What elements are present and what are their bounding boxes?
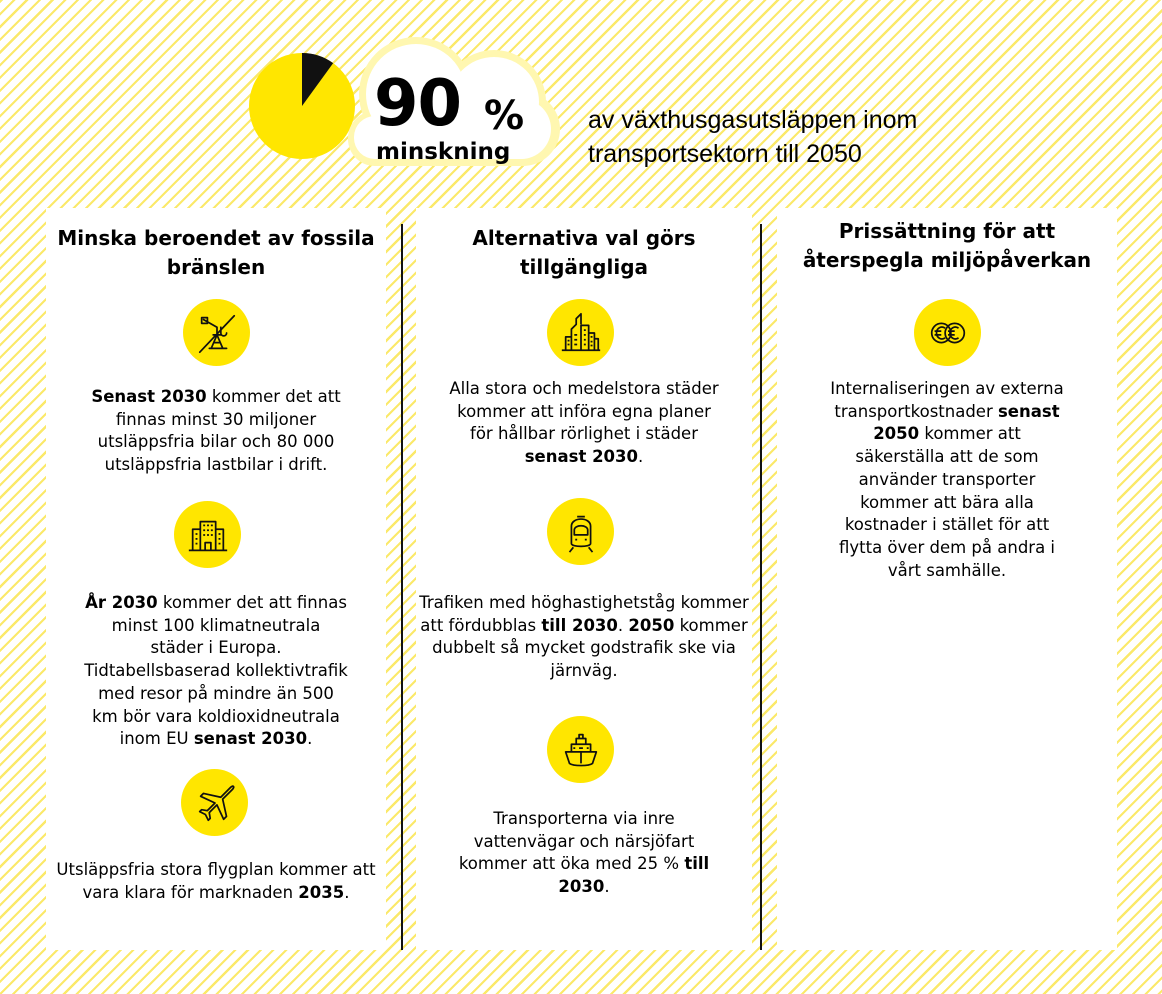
train-icon bbox=[547, 498, 614, 565]
paragraph-cities bbox=[84, 592, 348, 751]
paragraph-cars bbox=[84, 386, 348, 477]
column-title: Alternativa val görs tillgängliga bbox=[472, 226, 696, 279]
bold-text: 2050 bbox=[628, 615, 675, 635]
bold-text: Senast 2030 bbox=[91, 387, 207, 406]
headline-subtitle: minskning bbox=[376, 139, 511, 165]
bold-text: till 2030 bbox=[541, 615, 618, 635]
percent-sign: % bbox=[484, 93, 525, 139]
body-text: . bbox=[344, 882, 350, 902]
bold-text: senast 2030 bbox=[524, 447, 639, 467]
body-text: Trafiken med höghastighetståg kommer att fördubblas bbox=[419, 593, 749, 635]
body-text: Alla stora och medelstora städer kommer att införa egna planer för hållbar rörlighet i städer bbox=[449, 379, 719, 444]
no-oil-pump-icon bbox=[183, 299, 250, 366]
body-text: Transporterna via inre vattenvägar och närsjöfart kommer att öka med 25 % bbox=[458, 809, 695, 874]
column-divider bbox=[760, 224, 762, 950]
paragraph-rail bbox=[416, 592, 752, 683]
column-divider bbox=[401, 224, 403, 950]
bold-text: 2035 bbox=[298, 882, 345, 902]
body-text: kommer att säkerställa att de som använder transporter kommer att bära alla kostnader i stället för att flytta över dem på andra i vårt samhälle. bbox=[838, 424, 1056, 580]
column-title: Prissättning för att återspegla miljöpåverkan bbox=[802, 219, 1092, 272]
ship-icon bbox=[547, 716, 614, 783]
paragraph-urban-mobility bbox=[444, 378, 724, 469]
column-alternatives bbox=[416, 208, 752, 950]
headline-description: av växthusgasutsläppen inom transportsektorn till 2050 bbox=[588, 106, 918, 168]
body-text: kommer det att finnas minst 30 miljoner utsläppsfria bilar och 80 000 utsläppsfria lastbilar i drift. bbox=[97, 387, 341, 475]
column-pricing bbox=[777, 208, 1117, 950]
column-title: Minska beroendet av fossila bränslen bbox=[57, 226, 375, 279]
euro-coins-icon bbox=[914, 299, 981, 366]
body-text: kommer dubbelt så mycket godstrafik ske via järnväg. bbox=[432, 615, 748, 681]
airplane-icon bbox=[181, 769, 248, 836]
city-building-icon bbox=[174, 501, 241, 568]
body-text: Utsläppsfria stora flygplan kommer att vara klara för marknaden bbox=[56, 860, 376, 902]
body-text: . bbox=[604, 877, 610, 897]
body-text: Internaliseringen av externa transportkostnader bbox=[830, 379, 1064, 421]
paragraph-waterways bbox=[456, 808, 712, 899]
column-fossil bbox=[46, 208, 386, 950]
body-text: . bbox=[307, 729, 313, 749]
body-text: kommer det att finnas minst 100 klimatneutrala städer i Europa. Tidtabellsbaserad kollektivtrafik med resor på mindre än 500 km bör vara koldioxidneutrala inom EU bbox=[84, 593, 348, 749]
skyline-icon bbox=[547, 299, 614, 366]
bold-text: senast 2050 bbox=[873, 401, 1060, 444]
body-text: . bbox=[638, 447, 644, 467]
bold-text: År 2030 bbox=[85, 593, 158, 612]
paragraph-aircraft bbox=[56, 859, 376, 904]
headline-number: 90 bbox=[374, 67, 462, 141]
paragraph-pricing bbox=[827, 378, 1067, 582]
bold-text: senast 2030 bbox=[193, 729, 308, 749]
body-text: . bbox=[617, 615, 629, 635]
bold-text: till 2030 bbox=[558, 854, 710, 897]
